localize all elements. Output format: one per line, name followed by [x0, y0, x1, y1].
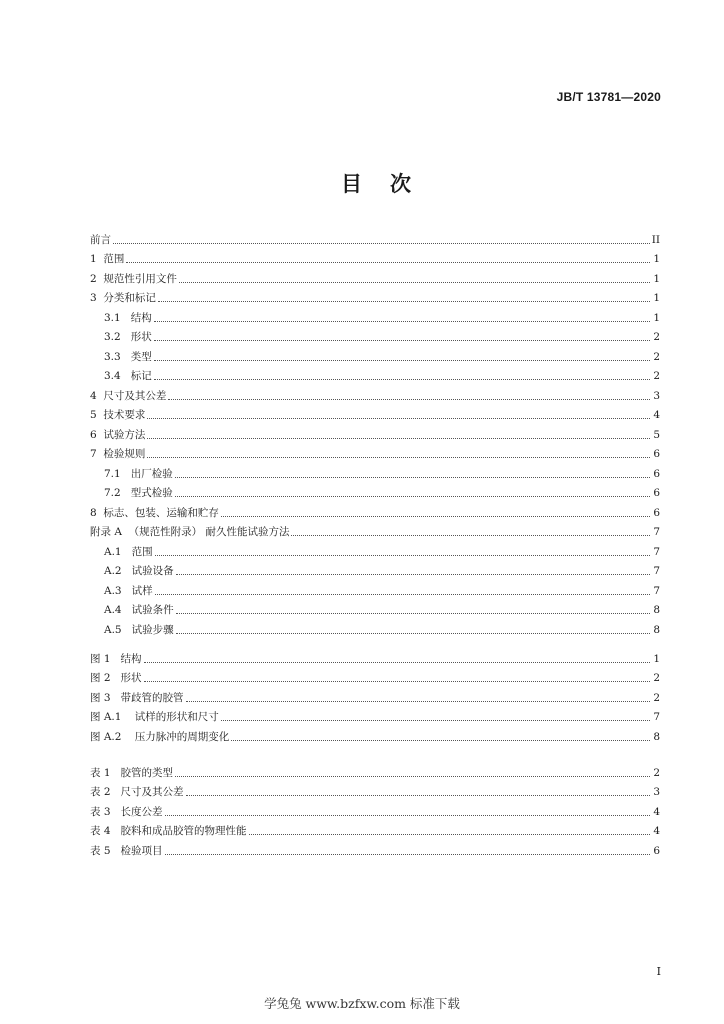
toc-entry[interactable]	[90, 305, 660, 325]
toc-entry-page: 1	[653, 292, 660, 304]
toc-entry-page: 1	[653, 253, 660, 265]
toc-dot-leader	[154, 340, 650, 341]
toc-dot-leader	[249, 834, 650, 835]
toc-entry-number: 3.4	[104, 370, 131, 382]
toc-entry-page: 8	[653, 623, 660, 636]
toc-entry[interactable]	[90, 383, 660, 403]
toc-entry-label: 范围	[103, 253, 125, 265]
toc-entry-number: A.5	[104, 623, 132, 636]
toc-entry-page: 2	[653, 766, 660, 779]
toc-entry-label: 压力脉冲的周期变化	[134, 730, 230, 743]
toc-entry[interactable]	[90, 520, 660, 540]
toc-entry-number: 图 A.1	[90, 711, 135, 723]
page-number: I	[656, 965, 661, 978]
toc-entry[interactable]	[90, 598, 660, 618]
toc-dot-leader	[126, 262, 650, 263]
toc-dot-leader	[175, 477, 650, 478]
toc-entry-page: 3	[653, 786, 660, 798]
toc-entry-page: 2	[653, 691, 660, 704]
toc-entry[interactable]	[90, 286, 660, 306]
toc-entry-number: A.3	[104, 584, 132, 597]
toc-entry-number: 7.1	[104, 467, 131, 480]
toc-dot-leader	[154, 360, 650, 361]
toc-figure-entry[interactable]	[90, 685, 660, 705]
toc-entry[interactable]	[90, 481, 660, 501]
toc-figure-entry[interactable]	[90, 724, 660, 744]
toc-table-entry[interactable]	[90, 760, 660, 780]
toc-entry-page: 5	[653, 428, 660, 441]
toc-entry-label: 试验步骤	[131, 623, 174, 636]
toc-entry-label: 标记	[130, 370, 152, 382]
toc-entry-number: 1	[90, 253, 104, 265]
toc-entry-page: 7	[653, 711, 660, 723]
toc-entry-number: 图 3	[90, 691, 121, 704]
toc-entry-label: 规范性引用文件	[103, 272, 177, 285]
toc-dot-leader	[175, 776, 650, 777]
toc-dot-leader	[147, 418, 650, 419]
toc-tables-section	[90, 760, 660, 858]
toc-entry-page: 1	[653, 652, 660, 665]
toc-entry-number: 表 4	[90, 825, 121, 837]
toc-entry-page: 2	[653, 370, 660, 382]
toc-entry[interactable]	[90, 461, 660, 481]
toc-entry-number: 表 5	[90, 844, 121, 857]
toc-dot-leader	[155, 594, 650, 595]
toc-dot-leader	[147, 438, 650, 439]
toc-dot-leader	[176, 613, 650, 614]
toc-dot-leader	[186, 701, 650, 702]
toc-dot-leader	[221, 720, 650, 721]
document-code: JB/T 13781—2020	[556, 90, 661, 104]
toc-entry-page: 7	[653, 565, 660, 577]
toc-entry-label: 检验项目	[120, 844, 163, 857]
toc-entry-label: 标志、包装、运输和贮存	[103, 506, 219, 519]
toc-entry-label: 试验方法	[103, 428, 146, 441]
watermark-text: 学兔兔 www.bzfxw.com 标准下载	[264, 996, 460, 1011]
toc-entry-label: 检验规则	[103, 448, 146, 460]
toc-entry-label: 出厂检验	[130, 467, 173, 480]
toc-entry[interactable]	[90, 617, 660, 637]
toc-dot-leader	[291, 535, 650, 536]
toc-entry-number: 表 1	[90, 766, 121, 779]
toc-entry-page: 6	[653, 487, 660, 499]
toc-entry-number: A.1	[104, 545, 132, 558]
toc-entry-number: A.2	[104, 565, 132, 577]
toc-entry-label: 试验设备	[131, 565, 174, 577]
toc-entry-number: 2	[90, 272, 104, 285]
toc-dot-leader	[144, 662, 650, 663]
toc-entry-number: A.4	[104, 604, 132, 616]
toc-figure-entry[interactable]	[90, 666, 660, 686]
toc-dot-leader	[176, 574, 650, 575]
toc-dot-leader	[168, 399, 650, 400]
toc-entry-label: 形状	[130, 331, 152, 343]
toc-entry-number: 3	[90, 292, 104, 304]
toc-entry-page: 2	[653, 331, 660, 343]
toc-entry-label: 分类和标记	[103, 292, 156, 304]
toc-table-entry[interactable]	[90, 819, 660, 839]
toc-entry[interactable]	[90, 247, 660, 267]
toc-dot-leader	[186, 795, 650, 796]
toc-entry-number: 表 2	[90, 786, 121, 798]
toc-entry-number: 8	[90, 506, 104, 519]
toc-entry-label: 类型	[130, 350, 152, 363]
toc-entry-number: 5	[90, 409, 104, 421]
toc-entry-page: 7	[653, 584, 660, 597]
toc-entry-label: 技术要求	[103, 409, 146, 421]
toc-table-entry[interactable]	[90, 799, 660, 819]
toc-entry-page: 7	[653, 545, 660, 558]
toc-dot-leader	[155, 555, 650, 556]
toc-dot-leader	[144, 681, 650, 682]
toc-dot-leader	[113, 243, 650, 244]
toc-entry[interactable]	[90, 442, 660, 462]
toc-figure-entry[interactable]	[90, 705, 660, 725]
toc-entry-label: 试样的形状和尺寸	[134, 711, 219, 723]
toc-dot-leader	[176, 633, 650, 634]
toc-entry-page: 3	[653, 389, 660, 402]
toc-entry-number: 4	[90, 389, 104, 402]
toc-entry-label: 试样	[131, 584, 153, 597]
toc-entry-label: 尺寸及其公差	[120, 786, 184, 798]
toc-main-section	[90, 227, 660, 637]
toc-dot-leader	[179, 282, 650, 283]
toc-dot-leader	[221, 516, 650, 517]
toc-entry[interactable]	[90, 422, 660, 442]
toc-entry[interactable]	[90, 500, 660, 520]
toc-entry-page: 6	[653, 506, 660, 519]
toc-entry[interactable]	[90, 364, 660, 384]
toc-dot-leader	[147, 457, 650, 458]
toc-dot-leader	[154, 321, 650, 322]
toc-entry-label: 尺寸及其公差	[103, 389, 167, 402]
toc-entry-label: 范围	[131, 545, 153, 558]
toc-entry-page: 6	[653, 448, 660, 460]
toc-entry-page: 8	[653, 604, 660, 616]
toc-entry[interactable]	[90, 539, 660, 559]
toc-entry-number: 3.1	[104, 311, 131, 324]
toc-dot-leader	[165, 815, 650, 816]
toc-entry-page: 4	[653, 805, 660, 818]
toc-entry-label: 长度公差	[120, 805, 163, 818]
toc-entry[interactable]	[90, 578, 660, 598]
toc-entry-number: 附录 A	[90, 526, 129, 538]
toc-dot-leader	[158, 301, 650, 302]
page-title: 目次	[341, 171, 439, 196]
toc-entry-label: 胶料和成品胶管的物理性能	[120, 825, 247, 837]
toc-entry-page: 2	[653, 350, 660, 363]
toc-figures-section	[90, 646, 660, 744]
toc-entry-label: 试验条件	[131, 604, 174, 616]
toc-entry[interactable]	[90, 266, 660, 286]
toc-entry[interactable]	[90, 227, 660, 247]
toc-entry[interactable]	[90, 559, 660, 579]
toc-entry-page: 7	[653, 526, 660, 538]
toc-entry-number: 7	[90, 448, 104, 460]
toc-entry-number: 7.2	[104, 487, 131, 499]
toc-entry-page: 8	[653, 730, 660, 743]
toc-entry-label: 结构	[120, 652, 142, 665]
toc-entry[interactable]	[90, 344, 660, 364]
toc-entry-number: 表 3	[90, 805, 121, 818]
toc-entry-page: II	[651, 233, 660, 246]
toc-entry-label: 胶管的类型	[120, 766, 174, 779]
toc-entry-label: 带歧管的胶管	[120, 691, 184, 704]
toc-figure-entry[interactable]	[90, 646, 660, 666]
toc-entry-label: 形状	[120, 672, 142, 684]
toc-entry-page: 4	[653, 409, 660, 421]
toc-entry-label: 型式检验	[130, 487, 173, 499]
toc-entry-number: 6	[90, 428, 104, 441]
toc-entry-page: 4	[653, 825, 660, 837]
toc-entry-number: 图 A.2	[90, 730, 135, 743]
toc-table-entry[interactable]	[90, 838, 660, 858]
toc-entry-page: 1	[653, 311, 660, 324]
toc-entry-label: （规范性附录） 耐久性能试验方法	[128, 526, 290, 538]
toc-dot-leader	[165, 854, 650, 855]
toc-entry-number: 图 1	[90, 652, 121, 665]
toc-entry[interactable]	[90, 325, 660, 345]
toc-entry-label: 前言	[90, 233, 111, 246]
toc-entry[interactable]	[90, 403, 660, 423]
toc-entry-page: 1	[653, 272, 660, 285]
toc-entry-page: 2	[653, 672, 660, 684]
toc-entry-page: 6	[653, 467, 660, 480]
toc-dot-leader	[175, 496, 650, 497]
toc-table-entry[interactable]	[90, 780, 660, 800]
toc-entry-number: 图 2	[90, 672, 121, 684]
toc-entry-page: 6	[653, 844, 660, 857]
toc-dot-leader	[154, 379, 650, 380]
toc-entry-label: 结构	[130, 311, 152, 324]
toc-entry-number: 3.3	[104, 350, 131, 363]
toc-dot-leader	[231, 740, 650, 741]
toc-entry-number: 3.2	[104, 331, 131, 343]
